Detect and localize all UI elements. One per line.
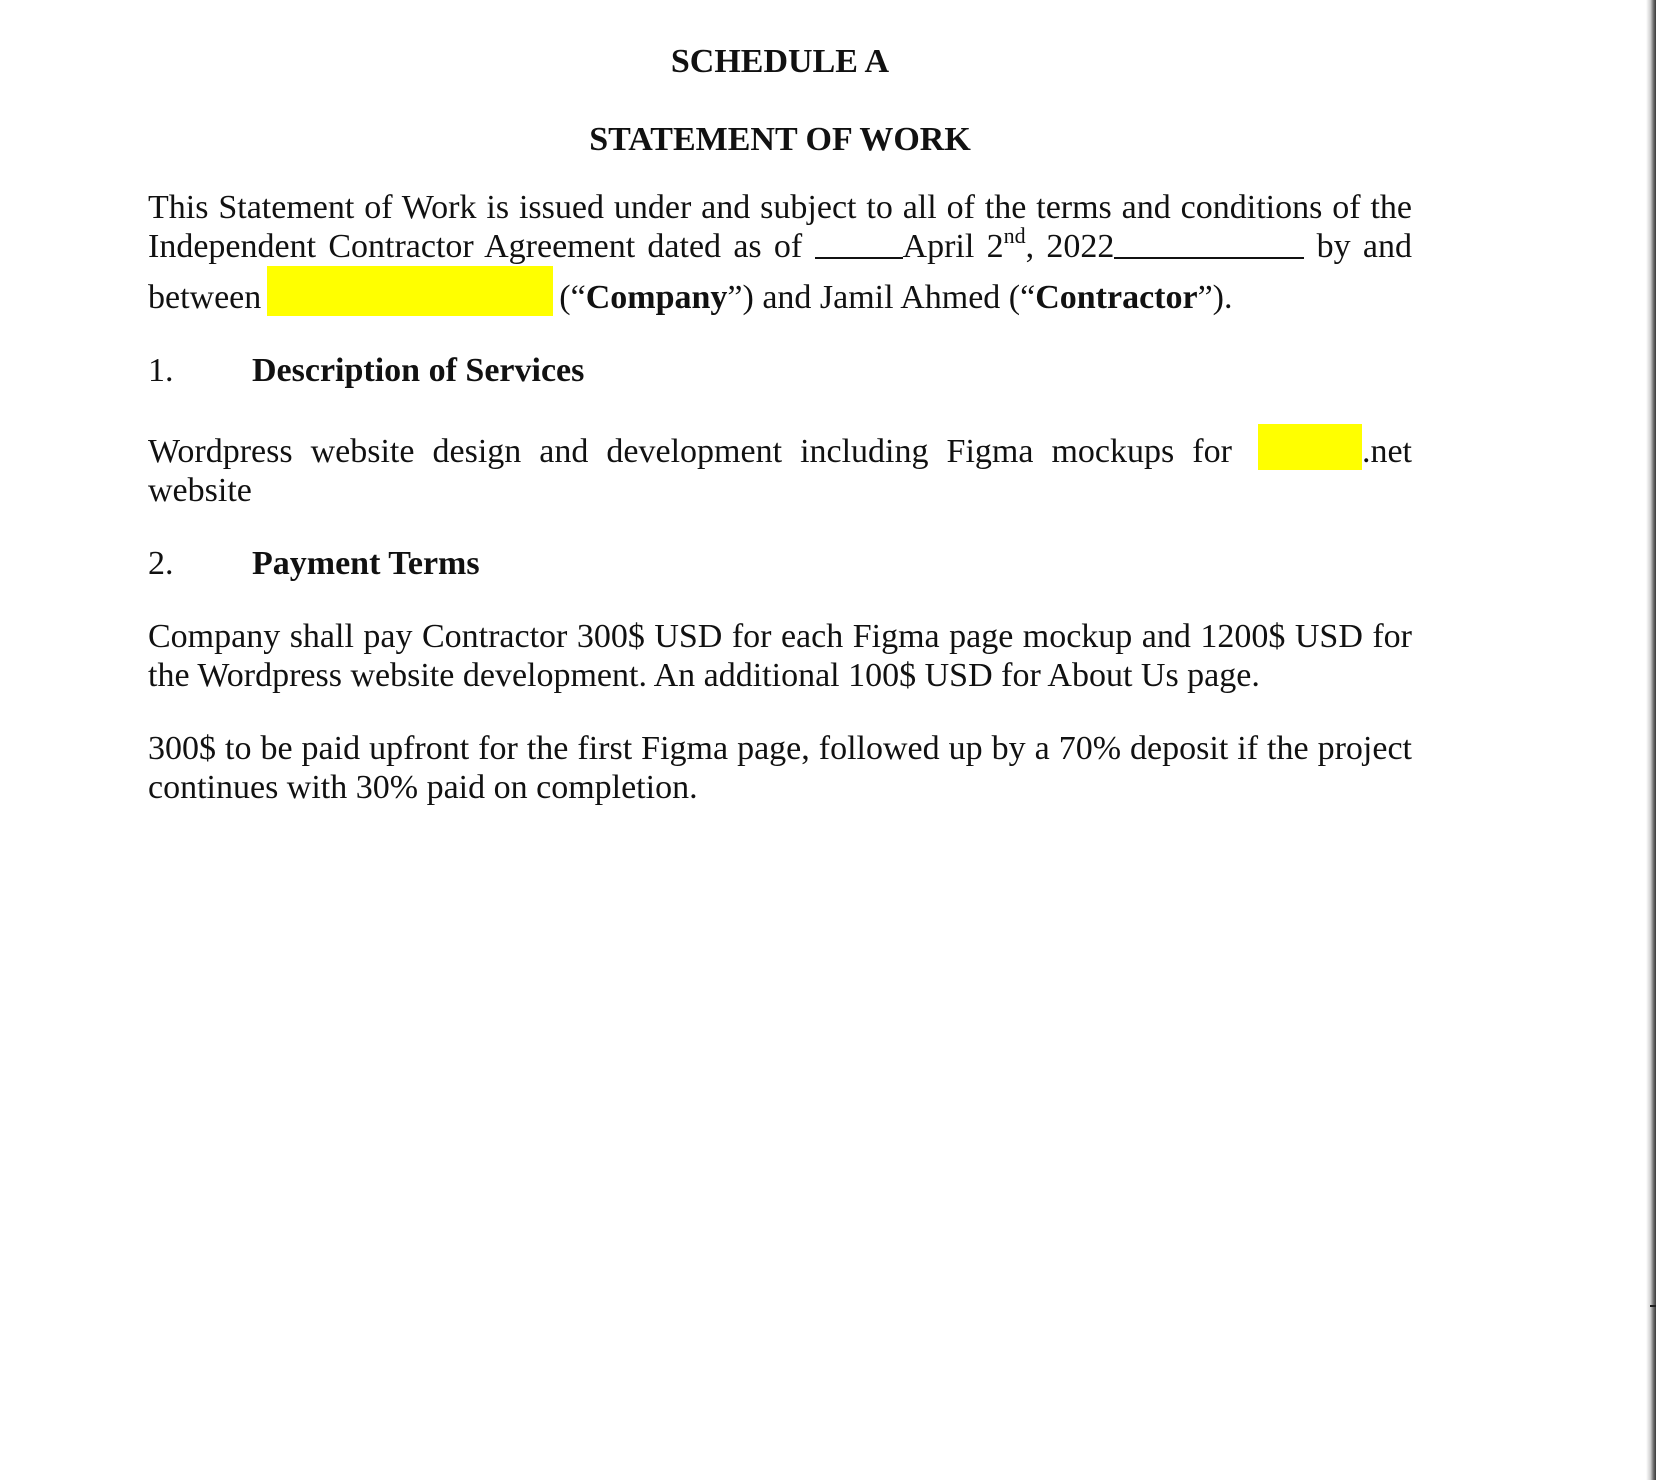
company-label: Company: [585, 279, 728, 316]
contractor-label: Contractor: [1035, 279, 1198, 316]
domain-name: [1250, 433, 1412, 470]
company-open-quote: (“: [559, 279, 586, 316]
date-blank-before: [815, 227, 903, 259]
payment-paragraph-1: [148, 617, 1412, 695]
company-close-text: ”) and Jamil Ahmed (“: [727, 279, 1036, 316]
company-name-redaction: [267, 266, 553, 316]
document-title: SCHEDULE A: [670, 43, 890, 80]
section-1-number: 1.: [148, 352, 174, 389]
date-blank-after: [1114, 227, 1304, 259]
services-line-1: [148, 424, 1412, 471]
services-line-1-text: Wordpress website design and development including Figma mockups for: [148, 433, 1232, 470]
page-edge-marker: [1650, 1305, 1656, 1307]
contractor-close-text: ”).: [1197, 279, 1233, 316]
section-2-heading: [148, 544, 1412, 583]
intro-line-2-end: by and: [1316, 228, 1413, 265]
intro-line-2-text: Independent Contractor Agreement dated as of: [148, 228, 803, 265]
date-year: , 2022: [1025, 228, 1115, 265]
payment-paragraph-2: [148, 729, 1412, 807]
intro-line-2: [148, 223, 1413, 266]
intro-line-1: This Statement of Work is issued under and subject to all of the terms and conditions of the: [148, 189, 1412, 226]
intro-line-3: [148, 266, 1412, 317]
between-text: between: [148, 279, 262, 316]
section-2-number: 2.: [148, 545, 174, 582]
section-2-title: Payment Terms: [252, 545, 480, 582]
payment-1-line-2: the Wordpress website development. An additional 100$ USD for About Us page.: [148, 657, 1260, 694]
document-page: [148, 40, 1412, 841]
payment-1-line-1: Company shall pay Contractor 300$ USD for each Figma page mockup and 1200$ USD for: [148, 618, 1412, 655]
domain-redaction: [1258, 424, 1362, 470]
agreement-date: [815, 223, 1305, 265]
payment-2-line-2: continues with 30% paid on completion.: [148, 769, 698, 806]
section-1-title: Description of Services: [252, 352, 585, 389]
date-text: April 2: [902, 228, 1004, 265]
domain-suffix: .net: [1361, 433, 1413, 470]
intro-paragraph: [148, 188, 1412, 317]
services-line-2: website: [148, 472, 252, 509]
services-paragraph: [148, 424, 1412, 510]
document-subtitle: STATEMENT OF WORK: [589, 121, 971, 158]
page-edge-shadow: [1646, 0, 1656, 1480]
section-1-heading: [148, 351, 1412, 390]
date-ordinal: nd: [1003, 223, 1026, 248]
payment-2-line-1: 300$ to be paid upfront for the first Figma page, followed up by a 70% deposit if the project: [148, 730, 1412, 767]
